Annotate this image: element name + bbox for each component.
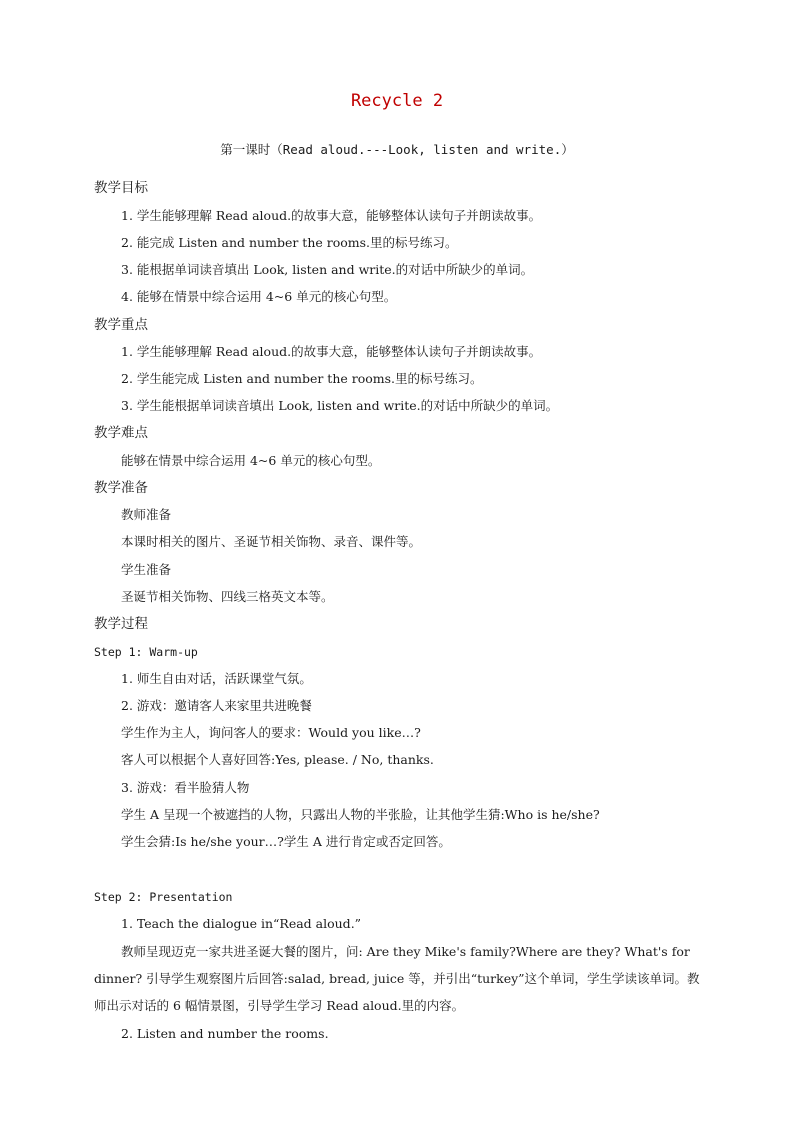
- difficulties-text: 能够在情景中综合运用 4~6 单元的核心句型。: [121, 453, 381, 468]
- key-point-item: 3. 学生能根据单词读音填出 Look, listen and write.的对话中所缺少的单词。: [121, 398, 559, 413]
- objective-item: 4. 能够在情景中综合运用 4~6 单元的核心句型。: [121, 289, 397, 304]
- step2-paragraph: [94, 938, 704, 1019]
- step1-line: 客人可以根据个人喜好回答:Yes, please. / No, thanks.: [121, 752, 434, 767]
- lesson-subtitle: 第一课时（Read aloud.---Look, listen and write.）: [220, 142, 574, 157]
- teacher-prep-text: 本课时相关的图片、圣诞节相关饰物、录音、课件等。: [121, 534, 422, 549]
- objective-item: 2. 能完成 Listen and number the rooms.里的标号练习。: [121, 235, 458, 250]
- step1-line: 2. 游戏：邀请客人来家里共进晚餐: [121, 698, 312, 713]
- objectives-heading: 教学目标: [94, 180, 148, 196]
- step1-line: 1. 师生自由对话，活跃课堂气氛。: [121, 671, 312, 686]
- step1-line: 学生会猜:Is he/she your…?学生 A 进行肯定或否定回答。: [121, 834, 451, 849]
- preparation-heading: 教学准备: [94, 480, 148, 496]
- step2-paragraph-text: 教师呈现迈克一家共进圣诞大餐的图片，问: Are they Mike's family?Where are they? What's for dinner? 引导学生观察图片后回答:salad, bread, juice 等，并引出“turkey”这个单词，学生学读该单词。教师出示对话的 6 幅情景图，引导学生学习 Read aloud.里的内容。: [94, 944, 700, 1013]
- step2-item: 1. Teach the dialogue in“Read aloud.”: [121, 916, 362, 931]
- step1-line: 学生作为主人，询问客人的要求：Would you like…?: [121, 725, 421, 740]
- step2-title: Step 2: Presentation: [94, 890, 233, 904]
- objective-item: 3. 能根据单词读音填出 Look, listen and write.的对话中所缺少的单词。: [121, 262, 534, 277]
- teacher-prep-label: 教师准备: [121, 507, 172, 522]
- key-points-heading: 教学重点: [94, 317, 148, 333]
- step1-line: 3. 游戏：看半脸猜人物: [121, 780, 250, 795]
- step1-title: Step 1: Warm-up: [94, 645, 198, 659]
- document-title: Recycle 2: [350, 91, 444, 111]
- student-prep-label: 学生准备: [121, 562, 172, 577]
- key-point-item: 1. 学生能够理解 Read aloud.的故事大意，能够整体认读句子并朗读故事。: [121, 344, 542, 359]
- objective-item: 1. 学生能够理解 Read aloud.的故事大意，能够整体认读句子并朗读故事。: [121, 208, 542, 223]
- difficulties-heading: 教学难点: [94, 425, 148, 441]
- step1-line: 学生 A 呈现一个被遮挡的人物，只露出人物的半张脸，让其他学生猜:Who is he/she?: [121, 807, 600, 822]
- step2-item: 2. Listen and number the rooms.: [121, 1026, 329, 1041]
- process-heading: 教学过程: [94, 616, 148, 632]
- key-point-item: 2. 学生能完成 Listen and number the rooms.里的标号练习。: [121, 371, 483, 386]
- student-prep-text: 圣诞节相关饰物、四线三格英文本等。: [121, 589, 334, 604]
